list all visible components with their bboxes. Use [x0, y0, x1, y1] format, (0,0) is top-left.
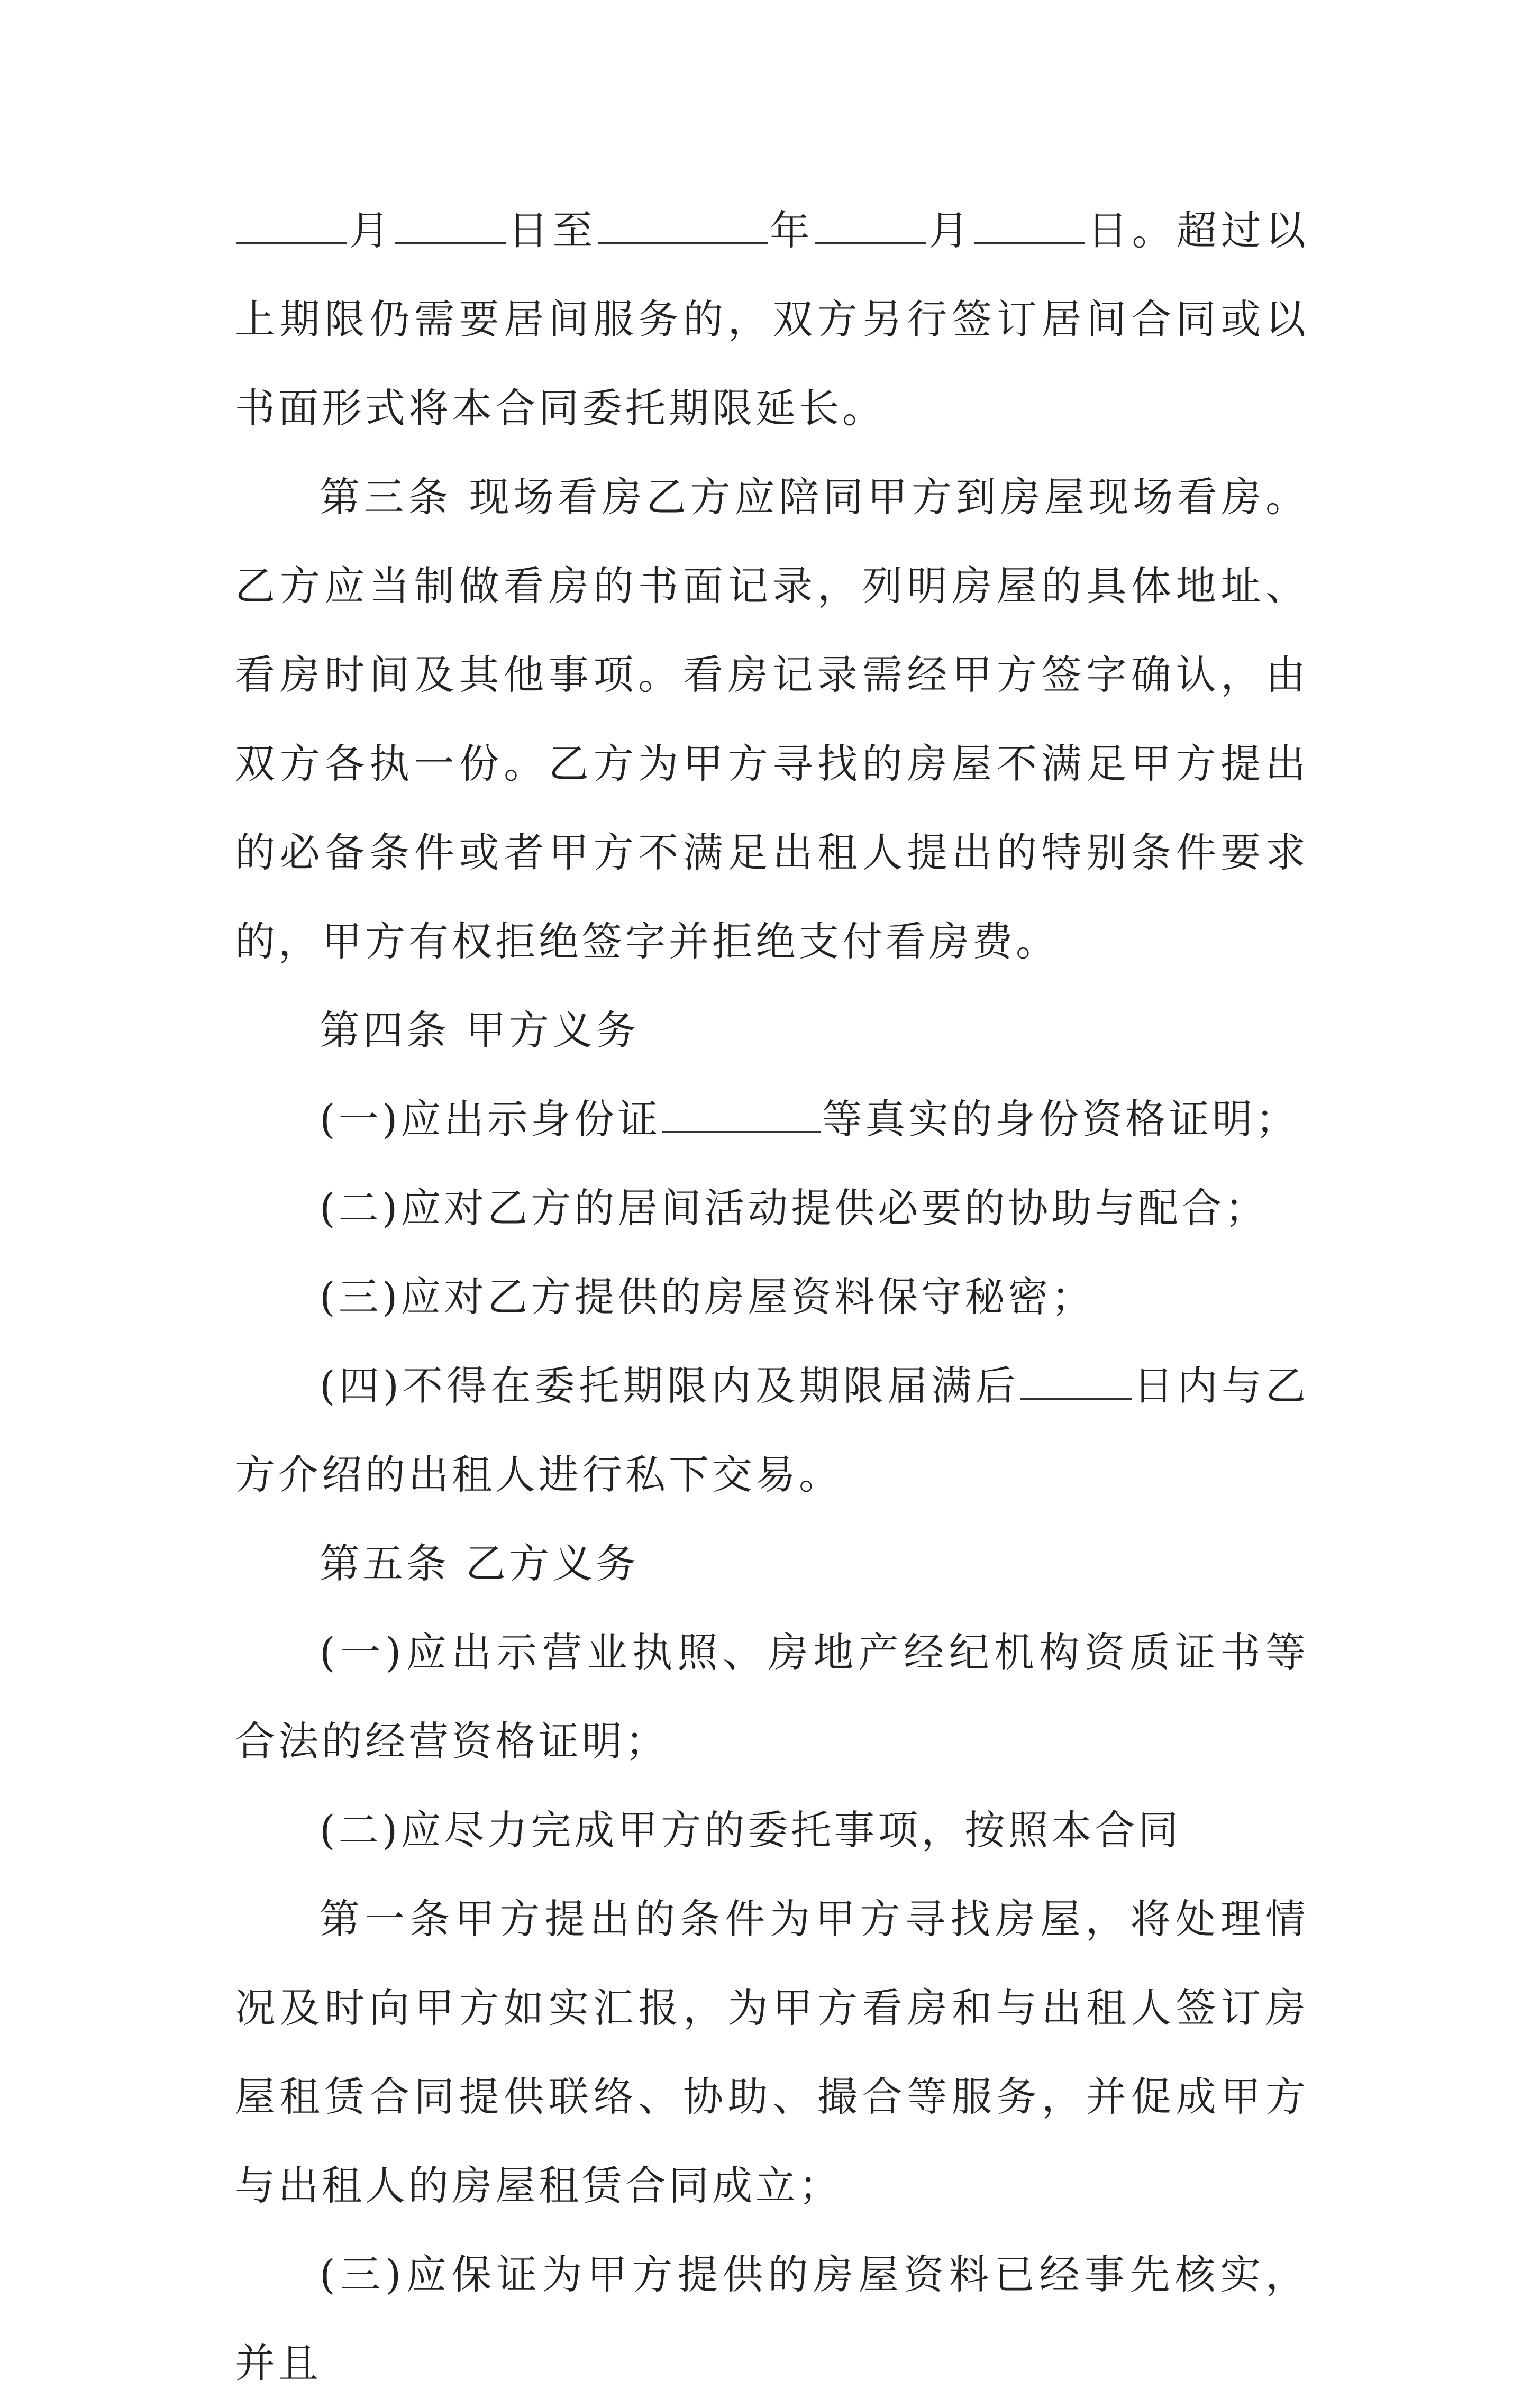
blank-line [1020, 1361, 1132, 1400]
paragraph-article-5-item-2-cont: 第一条甲方提出的条件为甲方寻找房屋，将处理情况及时向甲方如实汇报，为甲方看房和与出租人签订房屋租赁合同提供联络、协助、撮合等服务，并促成甲方与出租人的房屋租赁合同成立； [235, 1895, 1309, 2209]
paragraph-article-4-item-3: (三)应对乙方提供的房屋资料保守秘密； [320, 1273, 1095, 1320]
blank-line [598, 205, 768, 244]
text-run: 年 [768, 207, 815, 254]
blank-line [974, 205, 1085, 244]
text-run: 月 [927, 207, 973, 254]
paragraph-article-5-item-3: (三)应保证为甲方提供的房屋资料已经事先核实，并且 [235, 2251, 1309, 2387]
blank-line [236, 205, 347, 244]
text-run: 日。超过以上期限仍需要居间服务的，双方另行签订居间合同或以书面形式将本合同委托期限延长。 [235, 207, 1309, 432]
paragraph-article-4-item-4 [235, 1342, 1309, 1519]
heading-article-4: 第四条 甲方义务 [320, 1007, 640, 1054]
paragraph-article-4-item-2: (二)应对乙方的居间活动提供必要的协助与配合； [320, 1184, 1269, 1232]
paragraph-article-3: 第三条 现场看房乙方应陪同甲方到房屋现场看房。乙方应当制做看房的书面记录，列明房屋的具体地址、看房时间及其他事项。看房记录需经甲方签字确认，由双方各执一份。乙方为甲方寻找的房屋不满足甲方提出的必备条件或者甲方不满足出租人提出的特别条件要求的，甲方有权拒绝签字并拒绝支付看房费。 [235, 473, 1309, 965]
blank-line [815, 205, 926, 244]
paragraph-article-5-item-1: (一)应出示营业执照、房地产经纪机构资质证书等合法的经营资格证明； [235, 1629, 1309, 1765]
paragraph-article-4-item-1 [235, 1075, 1309, 1164]
text-run: 月 [348, 207, 394, 254]
text-run: 日至 [507, 207, 597, 254]
paragraph-term-end-date [235, 186, 1309, 453]
text-run: 日内与乙方介绍的出租人进行私下交易。 [235, 1362, 1309, 1498]
text-run: (四)不得在委托期限内及期限届满后 [320, 1362, 1019, 1409]
contract-body [235, 186, 1309, 2408]
text-run: 等真实的身份资格证明； [822, 1096, 1299, 1143]
heading-article-5: 第五条 乙方义务 [320, 1540, 640, 1587]
blank-line [662, 1094, 821, 1133]
paragraph-article-5-item-2: (二)应尽力完成甲方的委托事项，按照本合同 [320, 1807, 1182, 1854]
text-run: (一)应出示身份证 [320, 1096, 661, 1143]
blank-line [395, 205, 506, 244]
